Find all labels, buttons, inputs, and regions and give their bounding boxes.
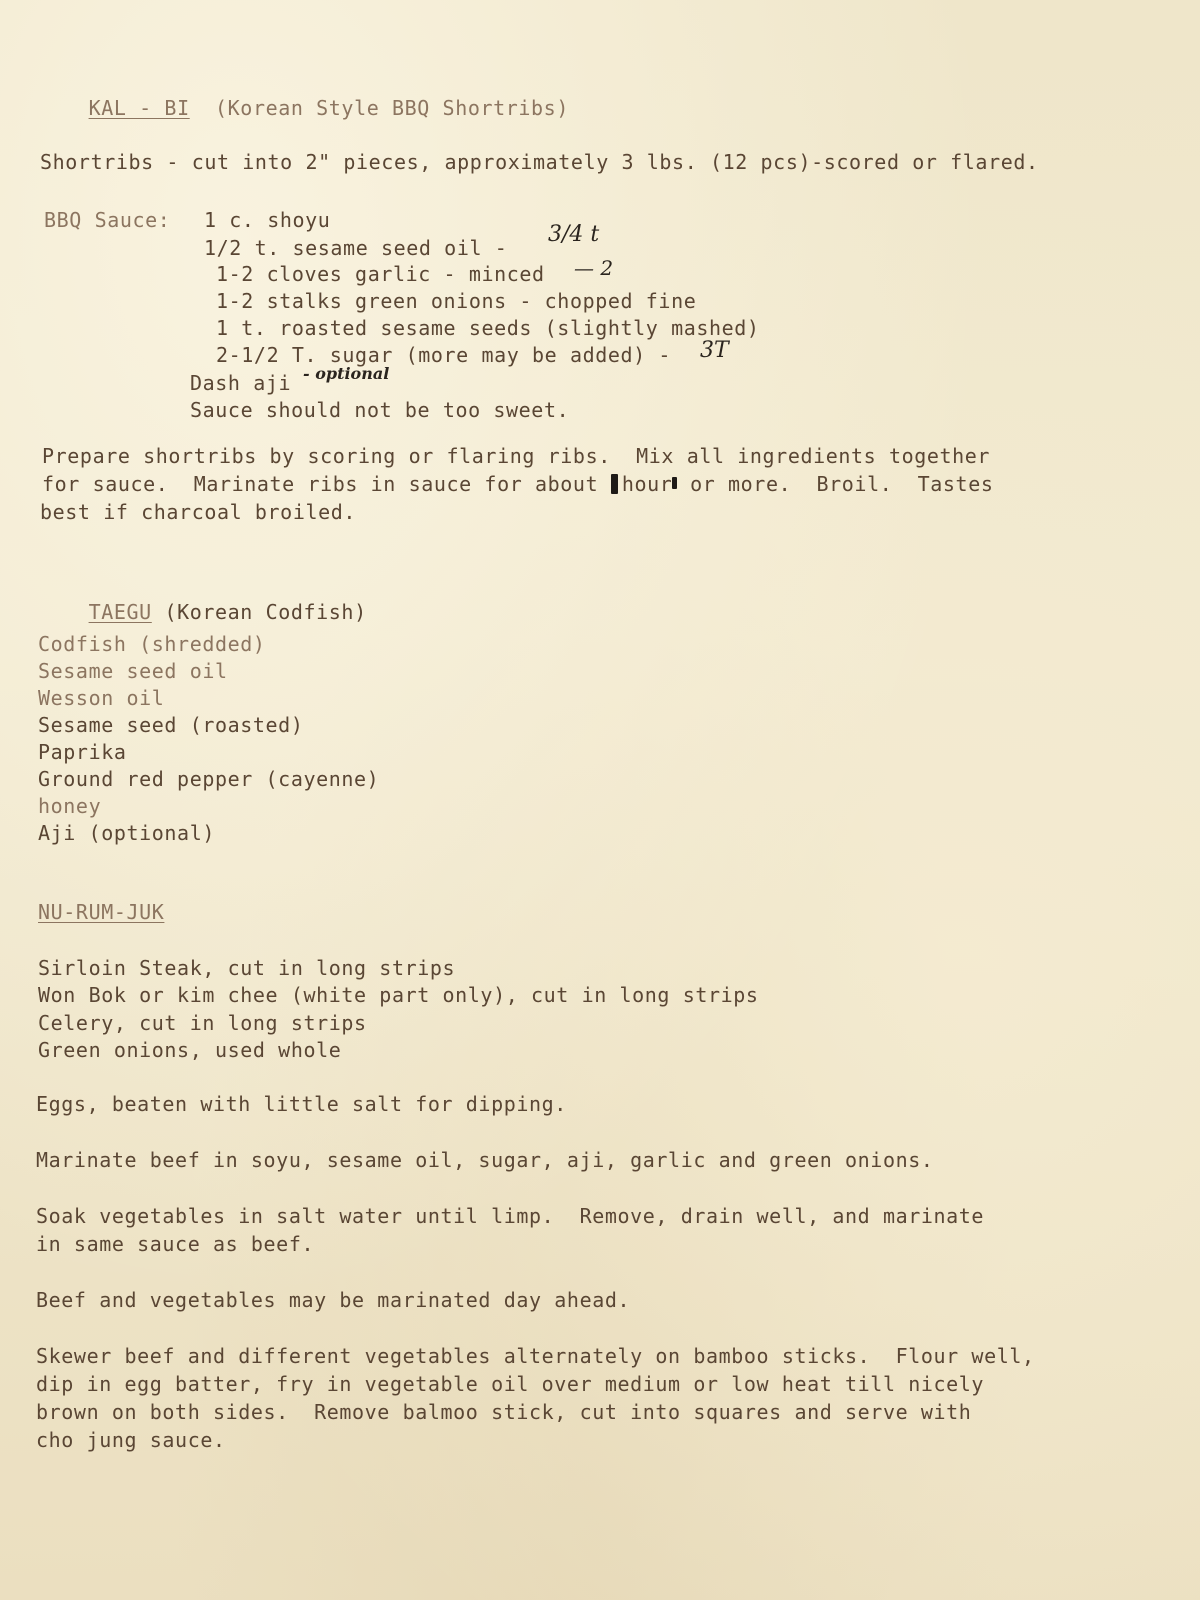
nurumjuk-ahead: Beef and vegetables may be marinated day ahead. (36, 1288, 631, 1312)
taegu-heading: TAEGU (88, 600, 152, 624)
kalbi-instruction-line: Prepare shortribs by scoring or flaring ribs. Mix all ingredients together (42, 444, 991, 468)
kalbi-sauce-item: Dash aji (190, 371, 292, 395)
kalbi-sauce-item: Sauce should not be too sweet. (190, 398, 570, 422)
nurumjuk-soak-line: Soak vegetables in salt water until limp. Remove, drain well, and marinate (36, 1204, 985, 1228)
taegu-ingredient: Ground red pepper (cayenne) (38, 767, 380, 791)
nurumjuk-ingredient: Won Bok or kim chee (white part only), cut in long strips (38, 983, 759, 1007)
nurumjuk-soak-line: in same sauce as beef. (36, 1232, 315, 1256)
taegu-ingredient: Codfish (shredded) (38, 632, 266, 656)
kalbi-instruction-line: best if charcoal broiled. (40, 500, 357, 524)
kalbi-shortribs-line: Shortribs - cut into 2" pieces, approximately 3 lbs. (12 pcs)-scored or flared. (40, 150, 1039, 174)
kalbi-instruction-hour: hour (621, 472, 673, 496)
kalbi-sauce-item: 1/2 t. sesame seed oil - (204, 236, 508, 260)
handwritten-note-garlic: — 2 (574, 256, 614, 280)
kalbi-instruction-part: or more. Broil. Tastes (677, 472, 994, 496)
kalbi-title (38, 72, 569, 144)
nurumjuk-heading: NU-RUM-JUK (38, 900, 165, 924)
nurumjuk-marinate-beef: Marinate beef in soyu, sesame oil, sugar, aji, garlic and green onions. (36, 1148, 934, 1172)
handwritten-note-aji: - optional (303, 364, 390, 383)
kalbi-sauce-label: BBQ Sauce: (44, 208, 171, 232)
kalbi-sauce-item: 2-1/2 T. sugar (more may be added) - (216, 343, 672, 367)
taegu-ingredient: Sesame seed (roasted) (38, 713, 304, 737)
kalbi-instruction-line (42, 472, 993, 496)
nurumjuk-ingredient: Sirloin Steak, cut in long strips (38, 956, 456, 980)
kalbi-subtitle: (Korean Style BBQ Shortribs) (215, 96, 569, 120)
kalbi-heading: KAL - BI (88, 96, 190, 120)
handwritten-note-oil: 3/4 t (548, 222, 600, 247)
taegu-ingredient: Sesame seed oil (38, 659, 228, 683)
kalbi-sauce-item: 1 t. roasted sesame seeds (slightly mashed) (216, 316, 760, 340)
nurumjuk-ingredient: Green onions, used whole (38, 1038, 342, 1062)
nurumjuk-skewer-line: brown on both sides. Remove balmoo stick, cut into squares and serve with (36, 1400, 972, 1424)
kalbi-instruction-part: for sauce. Marinate ribs in sauce for about (42, 472, 599, 496)
taegu-ingredient: Aji (optional) (38, 821, 215, 845)
ink-blot-mark (611, 474, 618, 494)
nurumjuk-ingredient: Celery, cut in long strips (38, 1011, 367, 1035)
kalbi-sauce-item: 1-2 cloves garlic - minced (216, 262, 545, 286)
taegu-subtitle: (Korean Codfish) (164, 600, 367, 624)
handwritten-note-sugar: 3T (700, 338, 729, 363)
nurumjuk-skewer-line: Skewer beef and different vegetables alternately on bamboo sticks. Flour well, (36, 1344, 1035, 1368)
nurumjuk-skewer-line: dip in egg batter, fry in vegetable oil over medium or low heat till nicely (36, 1372, 985, 1396)
kalbi-sauce-item: 1 c. shoyu (204, 208, 331, 232)
nurumjuk-eggs: Eggs, beaten with little salt for dipping. (36, 1092, 567, 1116)
nurumjuk-skewer-line: cho jung sauce. (36, 1428, 226, 1452)
taegu-ingredient: Paprika (38, 740, 127, 764)
kalbi-sauce-item: 1-2 stalks green onions - chopped fine (216, 289, 697, 313)
taegu-ingredient: Wesson oil (38, 686, 165, 710)
taegu-ingredient: honey (38, 794, 102, 818)
